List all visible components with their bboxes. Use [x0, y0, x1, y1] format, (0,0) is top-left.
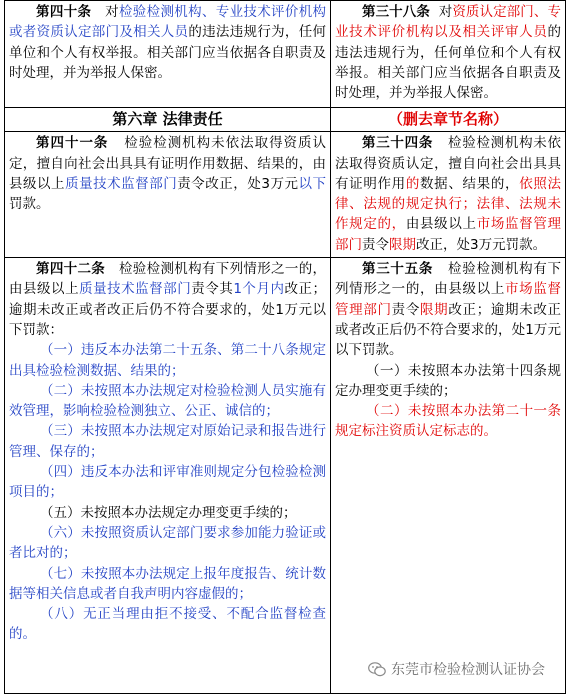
old-article-42 — [5, 258, 331, 694]
highlight-old-text: 检验检测机构、专业技术评价机构或者资质认定部门及相关人员 — [9, 4, 326, 40]
body-text: 对 — [105, 4, 119, 20]
highlight-new-text: 资质认定部门、专业技术评价机构以及相关评审人员 — [335, 4, 561, 40]
list-item: （一）未按照本办法第十四条规定办理变更手续的； — [335, 361, 561, 402]
list-item: （六）未按照资质认定部门要求参加能力验证或者比对的； — [9, 523, 326, 564]
highlight-new-text: 的 — [406, 176, 420, 192]
article-number: 第四十条 — [36, 4, 91, 20]
article-number: 第三十五条 — [362, 261, 433, 277]
highlight-new-text: 限期 — [389, 237, 416, 253]
row-article-42 — [5, 258, 566, 694]
list-item: （四）违反本办法和评审准则规定分包检验检测项目的； — [9, 462, 326, 503]
highlight-new-text: 限期 — [420, 302, 448, 318]
item-list — [335, 361, 561, 442]
highlight-old-text: 质量技术监督部门 — [79, 281, 191, 297]
old-article-40 — [5, 1, 331, 108]
watermark-text: 东莞市检验检测认证协会 — [391, 659, 545, 679]
chapter-deleted-note: （删去章节名称） — [331, 108, 566, 132]
body-text: 改正；逾期未改正或者改正后仍不符合要求的，处1万元以下罚款： — [9, 281, 326, 338]
body-text: 责令 — [392, 302, 420, 318]
row-article-41 — [5, 132, 566, 258]
body-text: 检验检测机构未依法取得资质认定，擅自向社会出具具有证明作用数据、结果的，由县级以上 — [9, 135, 326, 192]
watermark — [366, 658, 547, 680]
body-text: 罚款。 — [9, 196, 50, 212]
list-item: （二）未按照本办法第二十一条规定标注资质认定标志的。 — [335, 401, 561, 442]
item-list — [9, 340, 326, 644]
list-item: （二）未按照本办法规定对检验检测人员实施有效管理，影响检验检测独立、公正、诚信的； — [9, 381, 326, 422]
body-text: 检验检测机构未依法取得资质认定，擅自向社会出具具有证明作用 — [335, 135, 561, 192]
list-item: （五）未按照本办法规定办理变更手续的； — [9, 503, 326, 523]
row-article-40 — [5, 1, 566, 108]
highlight-new-text: 市场监督管理部门 — [335, 216, 561, 252]
list-item: （三）未按照本办法规定对原始记录和报告进行管理、保存的； — [9, 421, 326, 462]
body-text: 检验检测机构有下列情形之一的，由县级以上 — [335, 261, 561, 297]
new-article-38 — [331, 1, 566, 108]
wechat-icon — [368, 662, 386, 677]
article-number: 第三十四条 — [362, 135, 433, 151]
highlight-old-text: 质量技术监督部门 — [65, 176, 177, 192]
body-text: 责令 — [362, 237, 389, 253]
list-item: （八）无正当理由拒不接受、不配合监督检查的。 — [9, 604, 326, 645]
body-text: 的违法违规行为，任何单位和个人有权举报。相关部门应当依据各自职责及时处理，并为举报人保密。 — [9, 24, 326, 81]
list-item: （一）违反本办法第二十五条、第二十八条规定出具检验检测数据、结果的； — [9, 340, 326, 381]
row-chapter — [5, 108, 566, 132]
body-text: 责令其 — [191, 281, 233, 297]
body-text: 的违法违规行为，任何单位和个人有权举报。相关部门应当依据各自职责及时处理，并为举报人保密。 — [335, 24, 561, 101]
highlight-old-text: 以下 — [299, 176, 327, 192]
body-text: 改正；逾期未改正或者改正后仍不符合要求的，处1万元以下罚款。 — [335, 302, 561, 359]
chapter-title: 第六章 法律责任 — [5, 108, 331, 132]
article-number: 第四十一条 — [36, 135, 108, 151]
new-article-34 — [331, 132, 566, 258]
body-text: 责令改正，处3万元 — [177, 176, 298, 192]
new-article-35 — [331, 258, 566, 694]
body-text: 由县级以上 — [406, 216, 477, 232]
article-number: 第三十八条 — [362, 4, 430, 20]
list-item: （七）未按照本办法规定上报年度报告、统计数据等相关信息或者自我声明内容虚假的； — [9, 564, 326, 605]
comparison-table — [4, 0, 566, 694]
highlight-old-text: 1个月内 — [233, 281, 284, 297]
highlight-new-text: 依照法律、法规的规定执行；法律、法规未作规定的， — [335, 176, 561, 233]
body-text: 改正，处3万元罚款。 — [416, 237, 546, 253]
old-article-41 — [5, 132, 331, 258]
body-text: 数据、结果的， — [420, 176, 519, 192]
article-number: 第四十二条 — [36, 261, 105, 277]
highlight-new-text: 市场监督管理部门 — [335, 281, 561, 317]
body-text: 对 — [439, 4, 453, 20]
body-text: 检验检测机构有下列情形之一的，由县级以上 — [9, 261, 326, 297]
